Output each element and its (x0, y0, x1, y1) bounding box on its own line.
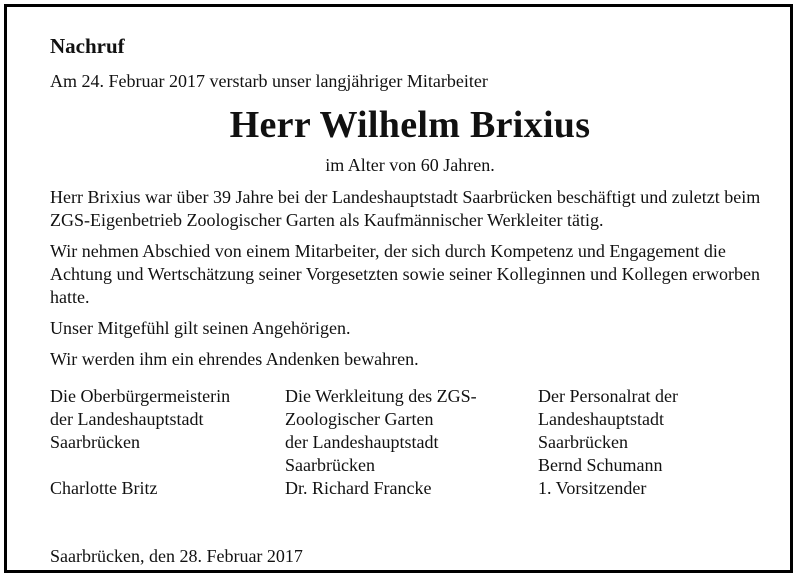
signer-management (285, 385, 477, 500)
signers (50, 385, 770, 498)
deceased-name: Herr Wilhelm Brixius (229, 104, 591, 146)
signer-name: Dr. Richard Francke (285, 478, 432, 498)
obituary-frame (4, 4, 793, 573)
signer-line: Saarbrücken (50, 432, 140, 452)
signer-name: Charlotte Britz (50, 478, 158, 498)
signer-line: Bernd Schumann (538, 455, 663, 475)
signer-line: Der Personalrat der (538, 386, 678, 406)
date-line: Saarbrücken, den 28. Februar 2017 (50, 546, 303, 566)
paragraph-condolence: Unser Mitgefühl gilt seinen Angehörigen. (50, 318, 351, 338)
signer-name: 1. Vorsitzender (538, 478, 647, 498)
signer-line (50, 454, 230, 477)
signer-line: Saarbrücken (538, 432, 628, 452)
heading: Nachruf (50, 34, 125, 58)
intro-text: Am 24. Februar 2017 verstarb unser langjähriger Mitarbeiter (50, 71, 488, 91)
signer-mayor (50, 385, 230, 500)
signer-line: Landeshauptstadt (538, 409, 664, 429)
signer-line: Zoologischer Garten (285, 409, 434, 429)
paragraph-farewell: Wir nehmen Abschied von einem Mitarbeiter, der sich durch Kompetenz und Engagement die Achtung und Wertschätzung seiner Vorgesetzten sowie seiner Kolleginnen und Kollegen erworben hatte. (50, 241, 761, 307)
signer-line: der Landeshauptstadt (285, 432, 439, 452)
signer-line: der Landeshauptstadt (50, 409, 204, 429)
signer-line: Die Oberbürgermeisterin (50, 386, 231, 406)
paragraph-career: Herr Brixius war über 39 Jahre bei der Landeshauptstadt Saarbrücken beschäftigt und zuletzt beim ZGS-Eigenbetrieb Zoologischer Garten als Kaufmännischer Werkleiter tätig. (50, 187, 761, 230)
signer-line: Saarbrücken (285, 455, 375, 475)
age-text: im Alter von 60 Jahren. (325, 155, 495, 175)
signer-staff-council (538, 385, 678, 500)
obituary-content (50, 33, 770, 573)
signer-line: Die Werkleitung des ZGS- (285, 386, 477, 406)
paragraph-remembrance: Wir werden ihm ein ehrendes Andenken bewahren. (50, 349, 419, 369)
